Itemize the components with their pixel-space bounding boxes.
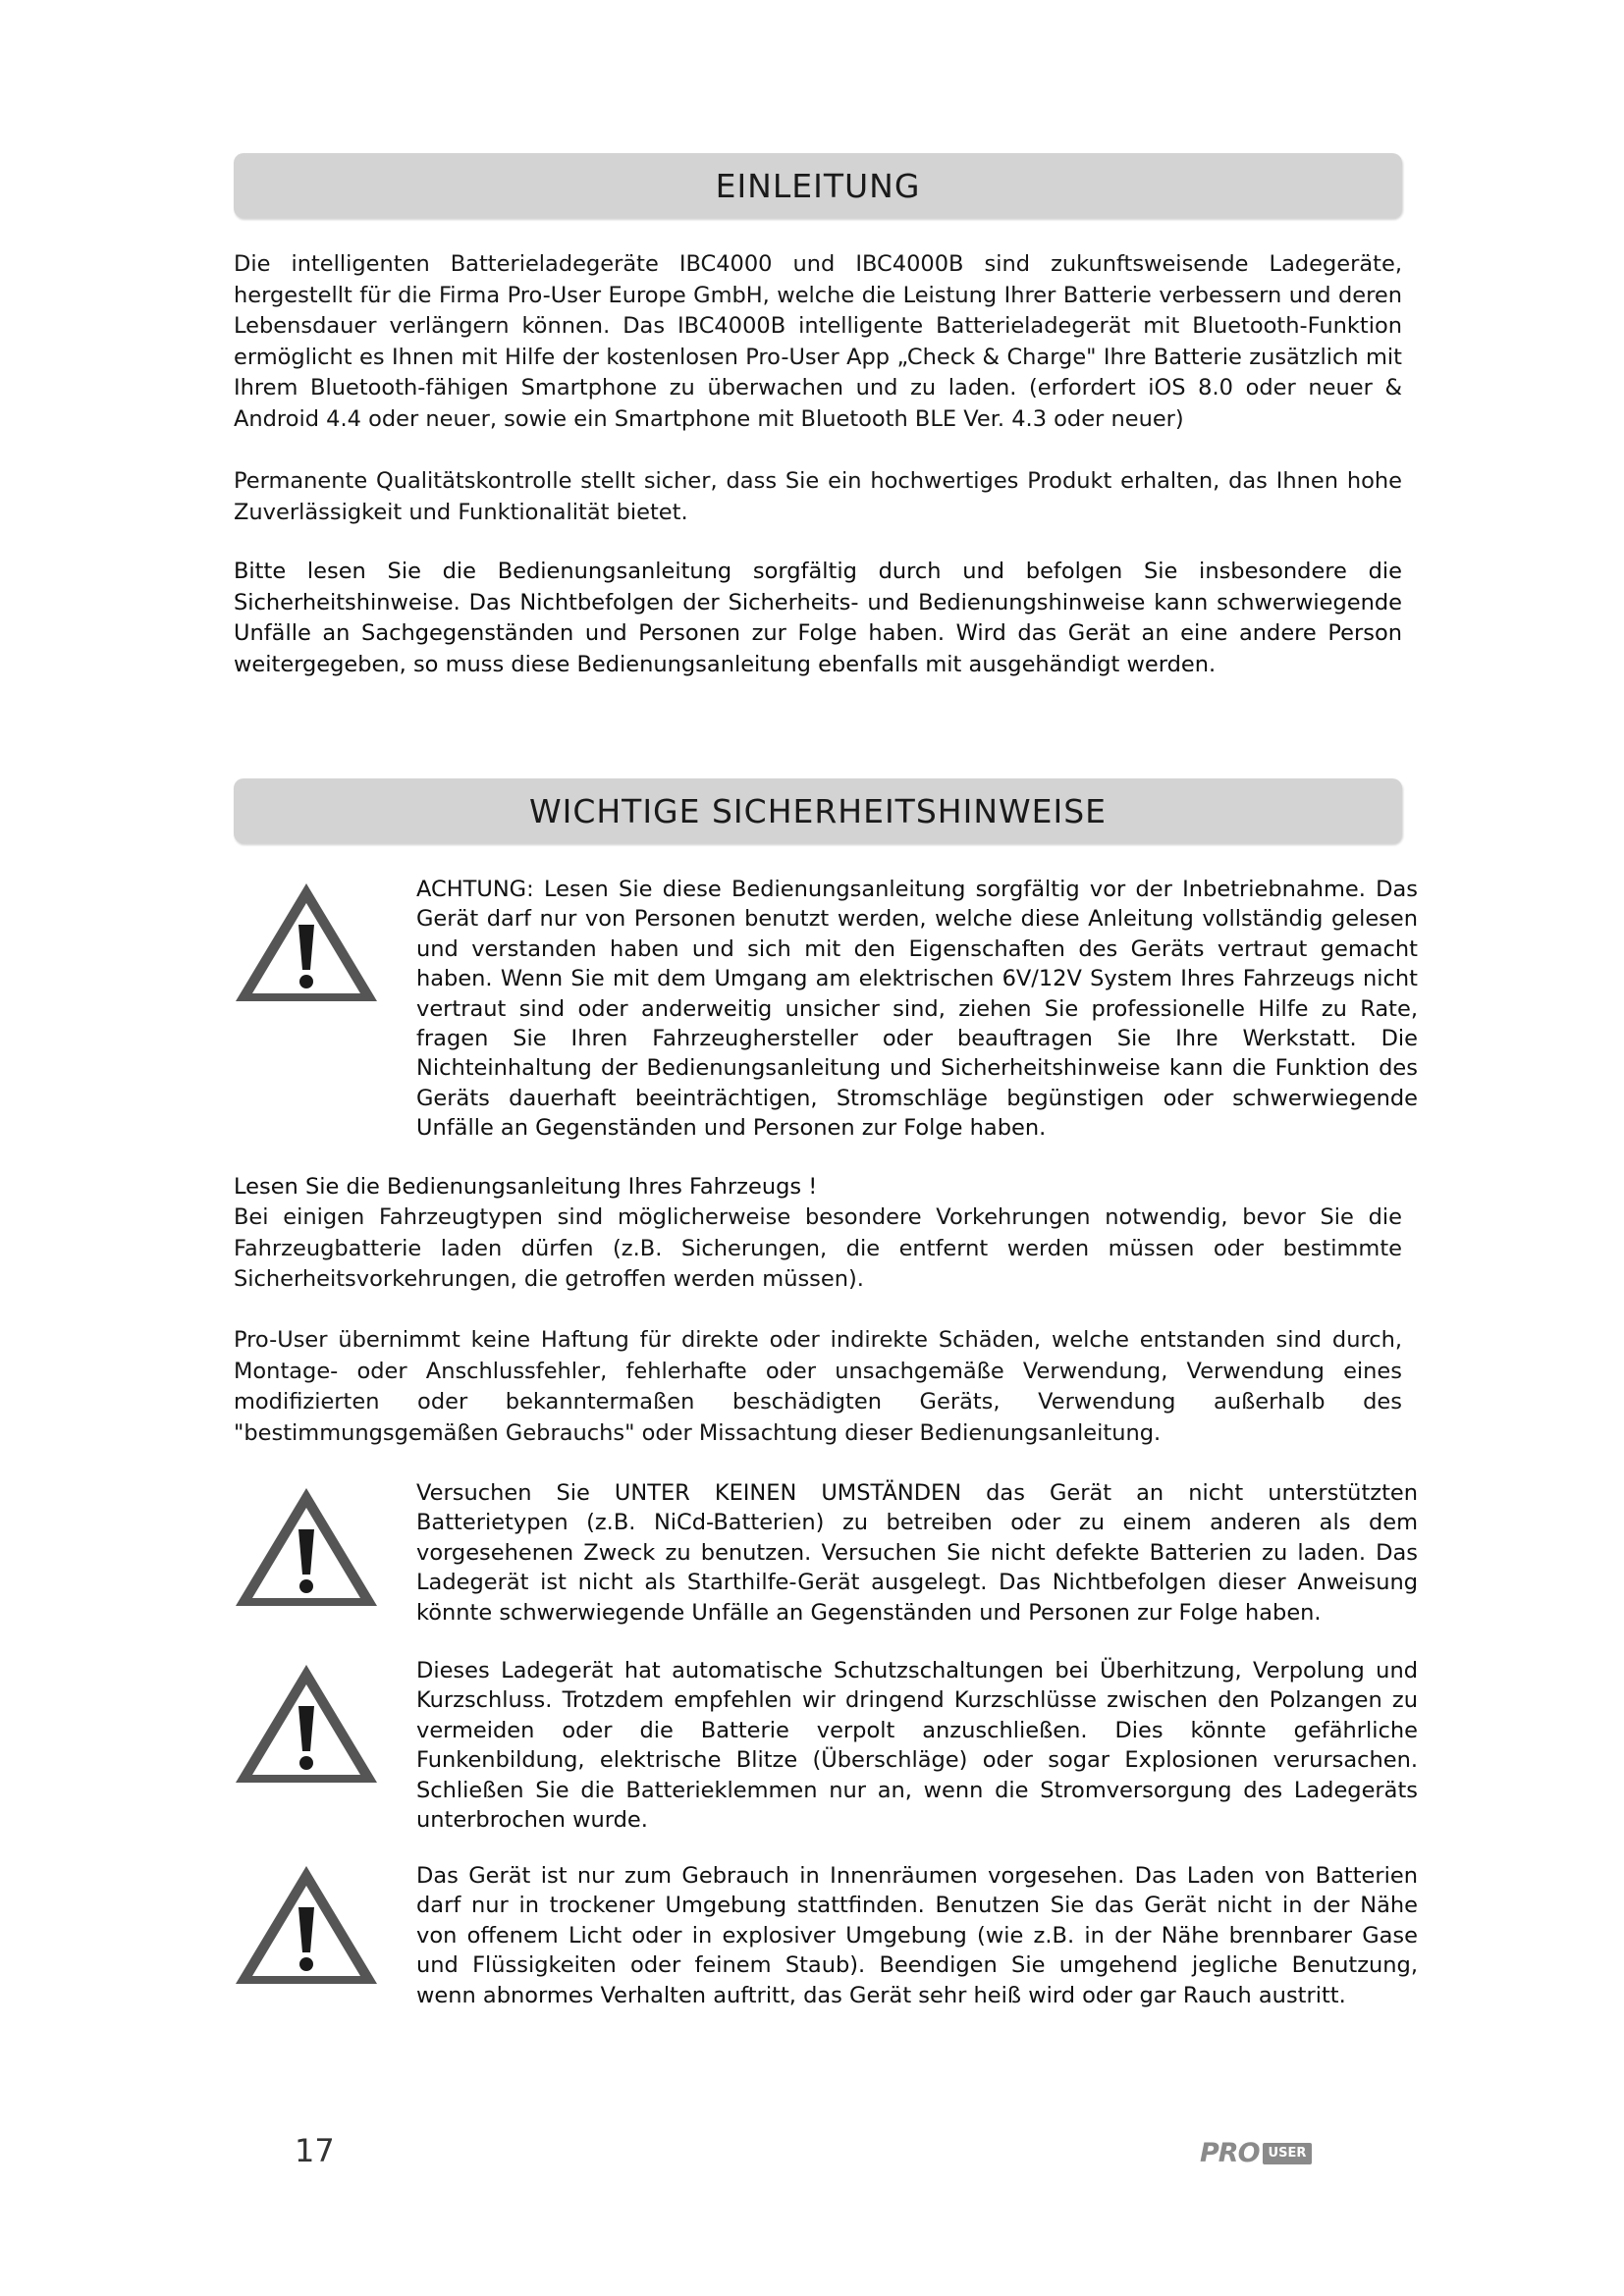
warning-triangle-icon (232, 880, 381, 1005)
section-header-intro (234, 153, 1402, 218)
vehicle-manual-heading: Lesen Sie die Bedienungsanleitung Ihres Fahrzeugs ! (234, 1174, 818, 1200)
warning-text-4: Das Gerät ist nur zum Gebrauch in Innenräumen vorgesehen. Das Laden von Batterien darf nur in trockener Umgebung stattfinden. Benutzen Sie das Gerät nicht in der Nähe von offenem Licht oder in explosiver Umgebung (wie z.B. in der Nähe brennbarer Gase und Flüssigkeiten oder feinem Staub). Beendigen Sie umgehend jegliche Benutzung, wenn abnormes Verhalten auftritt, das Gerät sehr heiß wird oder gar Rauch austritt. (416, 1863, 1418, 2008)
logo-pro-text: PRO (1200, 2138, 1260, 2168)
intro-paragraph-3: Bitte lesen Sie die Bedienungsanleitung sorgfältig durch und befolgen Sie insbesondere die Sicherheitshinweise. Das Nichtbefolgen der Sicherheits- und Bedienungshinweise kann schwerwiegende Unfälle an Sachgegenständen und Personen zur Folge haben. Wird das Gerät an eine andere Person weitergegeben, so muss diese Bedienungsanleitung ebenfalls mit ausgehändigt werden. (234, 559, 1402, 677)
warning-text-2: Versuchen Sie UNTER KEINEN UMSTÄNDEN das Gerät an nicht unterstützten Batterietypen (z.B. NiCd-Batterien) zu betreiben oder zu einem anderen als dem vorgesehenen Zweck zu benutzen. Versuchen Sie nicht defekte Batterien zu laden. Das Ladegerät ist nicht als Starthilfe-Gerät ausgelegt. Das Nichtbefolgen dieser Anweisung könnte schwerwiegende Unfälle an Gegenständen und Personen zur Folge haben. (416, 1480, 1418, 1626)
intro-paragraph-2: Permanente Qualitätskontrolle stellt sicher, dass Sie ein hochwertiges Produkt erhalten, das Ihnen hohe Zuverlässigkeit und Funktionalität bietet. (234, 468, 1402, 525)
intro-paragraph-1: Die intelligenten Batterieladegeräte IBC4000 und IBC4000B sind zukunftsweisende Ladegeräte, hergestellt für die Firma Pro-User Europe GmbH, welche die Leistung Ihrer Batterie verbessern und deren Lebensdauer verlängern können. Das IBC4000B intelligente Batterieladegerät mit Bluetooth-Funktion ermöglicht es Ihnen mit Hilfe der kostenlosen Pro-User App „Check & Charge" Ihre Batterie zusätzlich mit Ihrem Bluetooth-fähigen Smartphone zu überwachen und zu laden. (erfordert iOS 8.0 oder neuer & Android 4.4 oder neuer, sowie ein Smartphone mit Bluetooth BLE Ver. 4.3 oder neuer) (234, 251, 1402, 432)
warning-triangle-icon (232, 1484, 381, 1610)
liability-text: Pro-User übernimmt keine Haftung für direkte oder indirekte Schäden, welche entstanden sind durch, Montage- oder Anschlussfehler, fehlerhafte oder unsachgemäße Verwendung, Verwendung eines modifizierten oder bekanntermaßen beschädigten Geräts, Verwendung außerhalb des "bestimmungsgemäßen Gebrauchs" oder Missachtung dieser Bedienungsanleitung. (234, 1327, 1402, 1446)
section-title-intro: EINLEITUNG (715, 166, 921, 205)
section-header-safety (234, 778, 1402, 843)
logo-user-text: USER (1263, 2143, 1313, 2164)
warning-text-3: Dieses Ladegerät hat automatische Schutzschaltungen bei Überhitzung, Verpolung und Kurzschluss. Trotzdem empfehlen wir dringend Kurzschlüsse zwischen den Polzangen zu vermeiden oder die Batterie verpolt anzuschließen. Dies könnte gefährliche Funkenbildung, elektrische Blitze (Überschläge) oder sogar Explosionen verursachen. Schließen Sie die Batterieklemmen nur an, wenn die Stromversorgung des Ladegeräts unterbrochen wurde. (416, 1658, 1418, 1834)
warning-triangle-icon (232, 1862, 381, 1988)
warning-triangle-icon (232, 1661, 381, 1787)
page-number: 17 (295, 2132, 335, 2169)
warning-text-1: ACHTUNG: Lesen Sie diese Bedienungsanleitung sorgfältig vor der Inbetriebnahme. Das Gerät darf nur von Personen benutzt werden, welche diese Anleitung vollständig gelesen und verstanden haben und sich mit den Eigenschaften des Geräts vertraut gemacht haben. Wenn Sie mit dem Umgang am elektrischen 6V/12V System Ihres Fahrzeugs nicht vertraut sind oder anderweitig unsicher sind, ziehen Sie professionelle Hilfe zu Rate, fragen Sie Ihren Fahrzeughersteller oder beauftragen Sie Ihre Werkstatt. Die Nichteinhaltung der Bedienungsanleitung und Sicherheitshinweise kann die Funktion des Geräts dauerhaft beeinträchtigen, Stromschläge begünstigen oder schwerwiegende Unfälle an Gegenständen und Personen zur Folge haben. (416, 877, 1418, 1142)
vehicle-manual-text: Bei einigen Fahrzeugtypen sind möglicherweise besondere Vorkehrungen notwendig, bevor Sie die Fahrzeugbatterie laden dürfen (z.B. Sicherungen, die entfernt werden müssen oder bestimmte Sicherheitsvorkehrungen, die getroffen werden müssen). (234, 1204, 1402, 1292)
section-title-safety: WICHTIGE SICHERHEITSHINWEISE (528, 791, 1108, 830)
pro-user-logo (1200, 2140, 1337, 2167)
